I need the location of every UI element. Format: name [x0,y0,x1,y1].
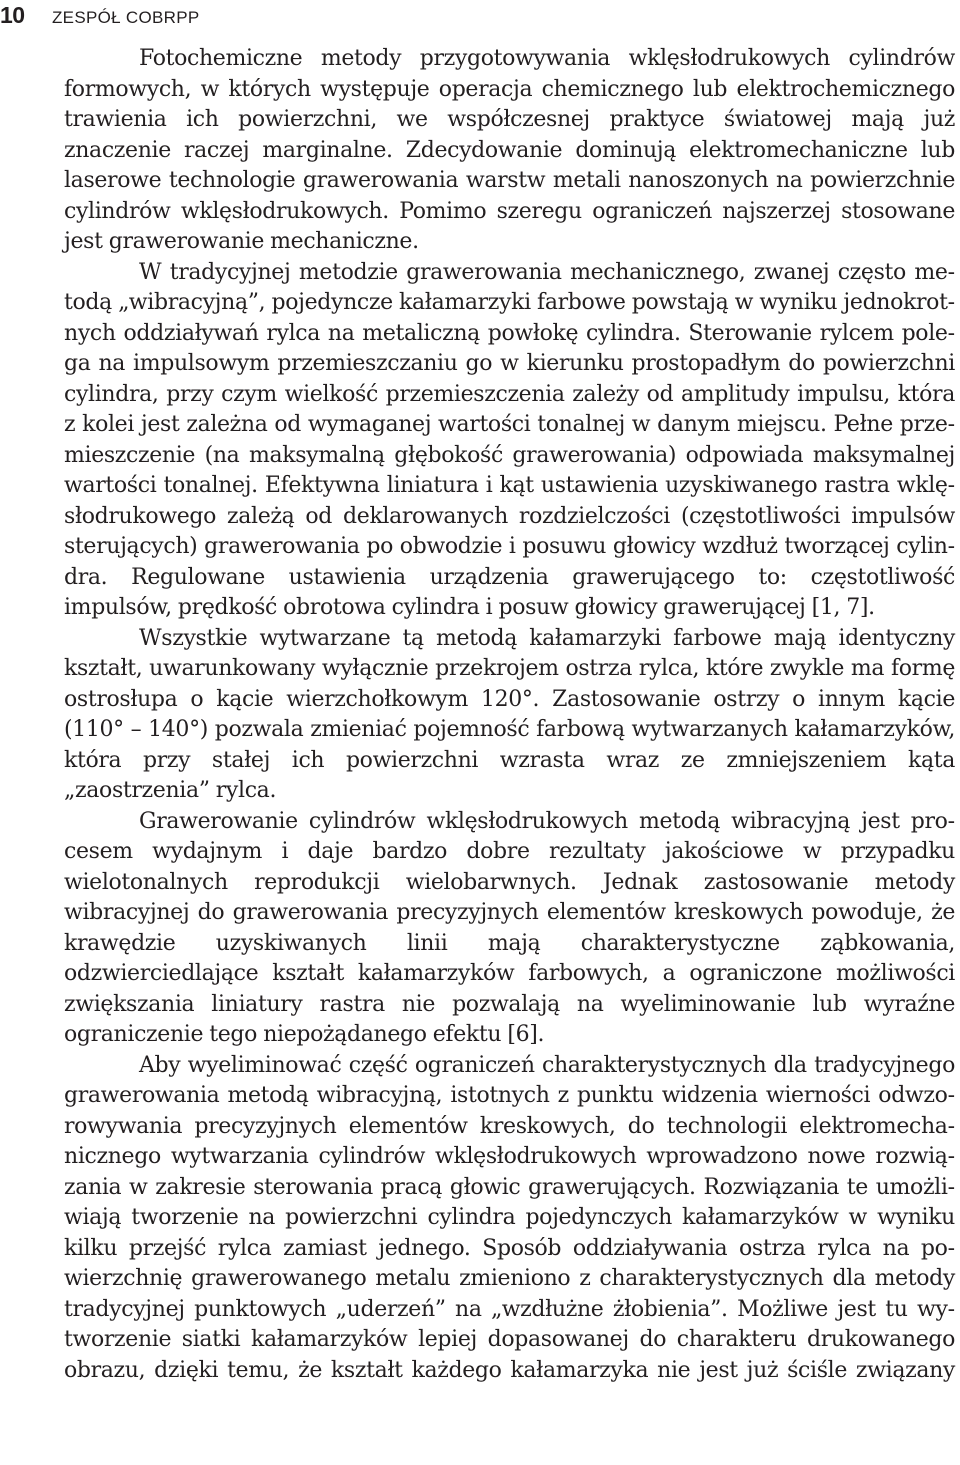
paragraph: Aby wyeliminować część ograniczeń charakterystycznych dla tradycyjnego grawerowania metodą wibracyjną, istotnych z punktu widzenia wierności odwzorowywania precyzyjnych elementów kreskowych, do technologii elektromechanicznego wytwarzania cylindrów wklęsłodrukowych wprowadzono nowe rozwiązania w zakresie sterowania pracą głowic grawerujących. Rozwiązania te umożliwiają tworzenie na powierzchni cylindra pojedynczych kałamarzyków w wyniku kilku przejść rylca zamiast jednego. Sposób oddziaływania ostrza rylca na powierzchnię grawerowanego metalu zmieniono z charakterystycznych dla metody tradycyjnej punktowych „uderzeń” na „wzdłużne żłobienia”. Możliwe jest tu wytworzenie siatki kałamarzyków lepiej dopasowanej do charakteru drukowanego obrazu, dzięki temu, że kształt każdego kałamarzyka nie jest już ściśle związany [64,1052,955,1383]
page-number: 10 [0,2,25,28]
paragraph: W tradycyjnej metodzie grawerowania mechanicznego, zwanej często metodą „wibracyjną”, pojedyncze kałamarzyki farbowe powstają w wyniku jednokrotnych oddziaływań rylca na metaliczną powłokę cylindra. Sterowanie rylcem polega na impulsowym przemieszczaniu go w kierunku prostopadłym do powierzchni cylindra, przy czym wielkość przemieszczenia zależy od amplitudy impulsu, która z kolei jest zależna od wymaganej wartości tonalnej w danym miejscu. Pełne przemieszczenie (na maksymalną głębokość grawerowania) odpowiada maksymalnej wartości tonalnej. Efektywna liniatura i kąt ustawienia uzyskiwanego rastra wklęsłodrukowego zależą od deklarowanych rozdzielczości (częstotliwości impulsów sterujących) grawerowania po obwodzie i posuwu głowicy wzdłuż tworzącej cylindra. Regulowane ustawienia urządzenia grawerującego to: częstotliwość impulsów, prędkość obrotowa cylindra i posuw głowicy grawerującej [1, 7]. [64,259,955,620]
paragraph: Grawerowanie cylindrów wklęsłodrukowych metodą wibracyjną jest procesem wydajnym i daje bardzo dobre rezultaty jakościowe w przypadku wielotonalnych reprodukcji wielobarwnych. Jednak zastosowanie metody wibracyjnej do grawerowania precyzyjnych elementów kreskowych powoduje, że krawędzie uzyskiwanych linii mają charakterystyczne ząbkowania, odzwierciedlające kształt kałamarzyków farbowych, a ograniczone możliwości zwiększania liniatury rastra nie pozwalają na wyeliminowanie lub wyraźne ograniczenie tego niepożądanego efektu [6]. [64,808,955,1047]
paragraph: Wszystkie wytwarzane tą metodą kałamarzyki farbowe mają identyczny kształt, uwarunkowany wyłącznie przekrojem ostrza rylca, które zwykle ma formę ostrosłupa o kącie wierzchołkowym 120°. Zastosowanie ostrzy o innym kącie (110° – 140°) pozwala zmieniać pojemność farbową wytwarzanych kałamarzyków, która przy stałej ich powierzchni wzrasta wraz ze zmniejszeniem kąta „zaostrzenia” rylca. [64,625,955,803]
page-header [0,2,200,28]
body-text [64,44,955,1386]
running-title: ZESPÓŁ COBRPP [52,8,200,27]
paragraph: Fotochemiczne metody przygotowywania wklęsłodrukowych cylindrów formowych, w których występuje operacja chemicznego lub elektrochemicznego trawienia ich powierzchni, we współczesnej praktyce światowej mają już znaczenie raczej marginalne. Zdecydowanie dominują elektromechaniczne lub laserowe technologie grawerowania warstw metali nanoszonych na powierzchnie cylindrów wklęsłodrukowych. Pomimo szeregu ograniczeń najszerzej stosowane jest grawerowanie mechaniczne. [64,46,955,254]
